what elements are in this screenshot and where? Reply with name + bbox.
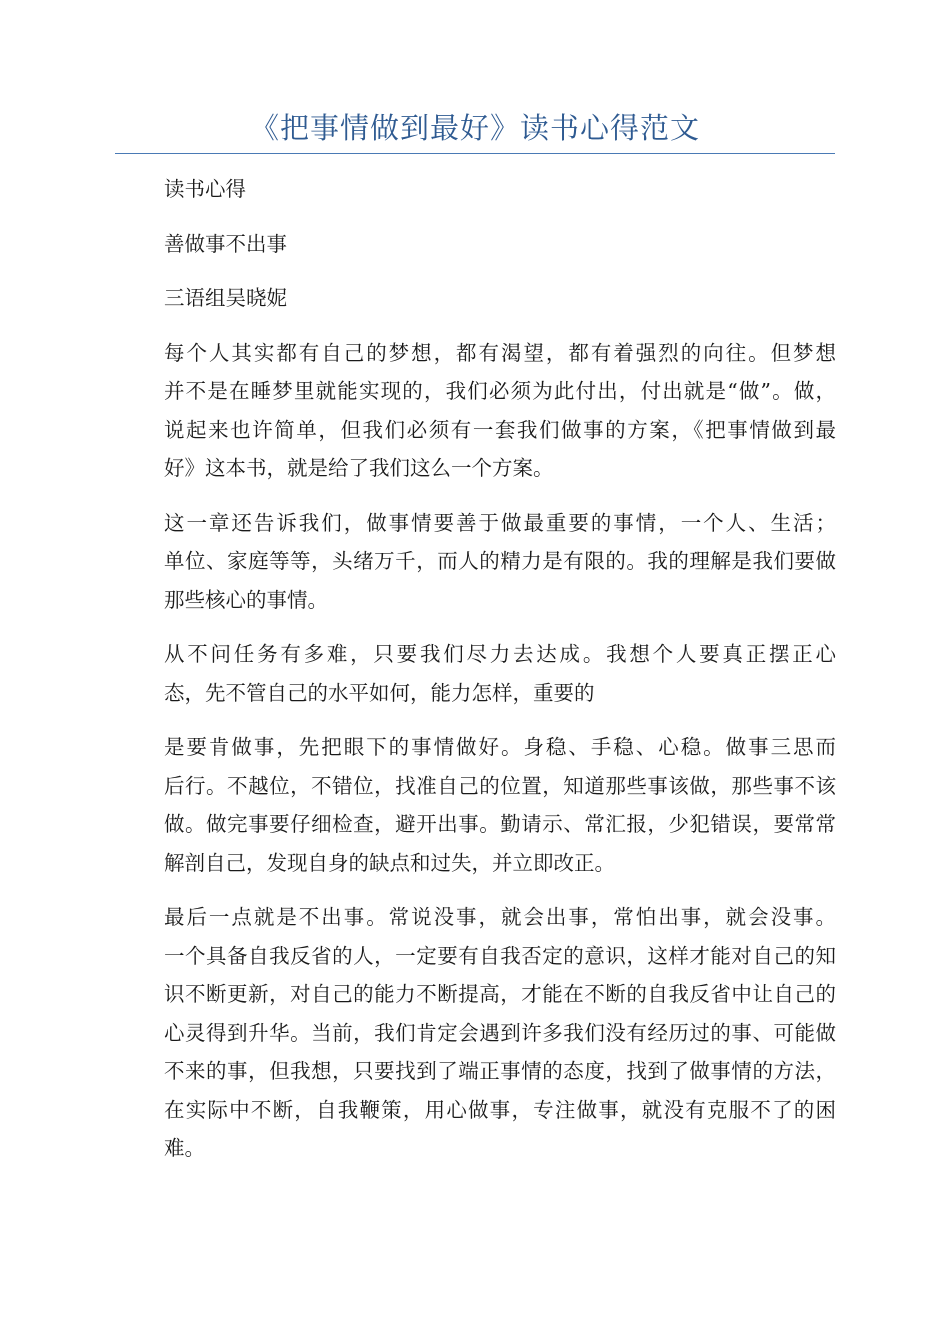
paragraph-line: 心灵得到升华。当前，我们肯定会遇到许多我们没有经历过的事、可能做 xyxy=(164,1020,836,1045)
heading-author: 三语组吴晓妮 xyxy=(164,286,287,310)
paragraph-line: 最后一点就是不出事。常说没事，就会出事，常怕出事，就会没事。 xyxy=(164,905,836,929)
paragraph-4 xyxy=(116,728,836,882)
paragraph-line: 难。 xyxy=(164,1136,205,1160)
paragraph-2 xyxy=(116,504,836,620)
paragraph-line: 每个人其实都有自己的梦想，都有渴望，都有着强烈的向往。但梦想 xyxy=(164,340,836,365)
paragraph-line: 后行。不越位，不错位，找准自己的位置，知道那些事该做，那些事不该 xyxy=(164,773,836,798)
heading-subtitle: 善做事不出事 xyxy=(164,231,287,256)
heading-reading-notes: 读书心得 xyxy=(164,177,246,201)
paragraph-1 xyxy=(116,334,836,488)
paragraph-line: 是要肯做事，先把眼下的事情做好。身稳、手稳、心稳。做事三思而 xyxy=(164,735,836,759)
paragraph-line: 并不是在睡梦里就能实现的，我们必须为此付出，付出就是“做”。做， xyxy=(164,379,836,403)
paragraph-5 xyxy=(116,898,836,1168)
document-body xyxy=(116,170,836,1184)
paragraph-line: 态，先不管自己的水平如何，能力怎样，重要的 xyxy=(164,680,595,705)
paragraph-line: 单位、家庭等等，头绪万千，而人的精力是有限的。我的理解是我们要做 xyxy=(164,549,836,573)
title-underline xyxy=(115,153,835,154)
paragraph-line: 解剖自己，发现自身的缺点和过失，并立即改正。 xyxy=(164,850,615,875)
paragraph-3 xyxy=(116,635,836,712)
paragraph-line: 好》这本书，就是给了我们这么一个方案。 xyxy=(164,456,554,480)
paragraph-line: 一个具备自我反省的人，一定要有自我否定的意识，这样才能对自己的知 xyxy=(164,943,836,968)
paragraph-line: 不来的事，但我想，只要找到了端正事情的态度，找到了做事情的方法， xyxy=(164,1059,836,1083)
paragraph-line: 那些核心的事情。 xyxy=(164,587,328,612)
paragraph-line: 从不问任务有多难，只要我们尽力去达成。我想个人要真正摆正心 xyxy=(164,642,836,666)
paragraph-line: 说起来也许简单，但我们必须有一套我们做事的方案，《把事情做到最 xyxy=(164,417,836,442)
document-title: 《把事情做到最好》读书心得范文 xyxy=(249,111,700,145)
paragraph-line: 识不断更新，对自己的能力不断提高，才能在不断的自我反省中让自己的 xyxy=(164,982,836,1006)
paragraph-line: 做。做完事要仔细检查，避开出事。勤请示、常汇报，少犯错误，要常常 xyxy=(164,812,836,836)
paragraph-line: 这一章还告诉我们，做事情要善于做最重要的事情，一个人、生活； xyxy=(164,510,836,535)
paragraph-line: 在实际中不断，自我鞭策，用心做事，专注做事，就没有克服不了的困 xyxy=(164,1097,836,1122)
